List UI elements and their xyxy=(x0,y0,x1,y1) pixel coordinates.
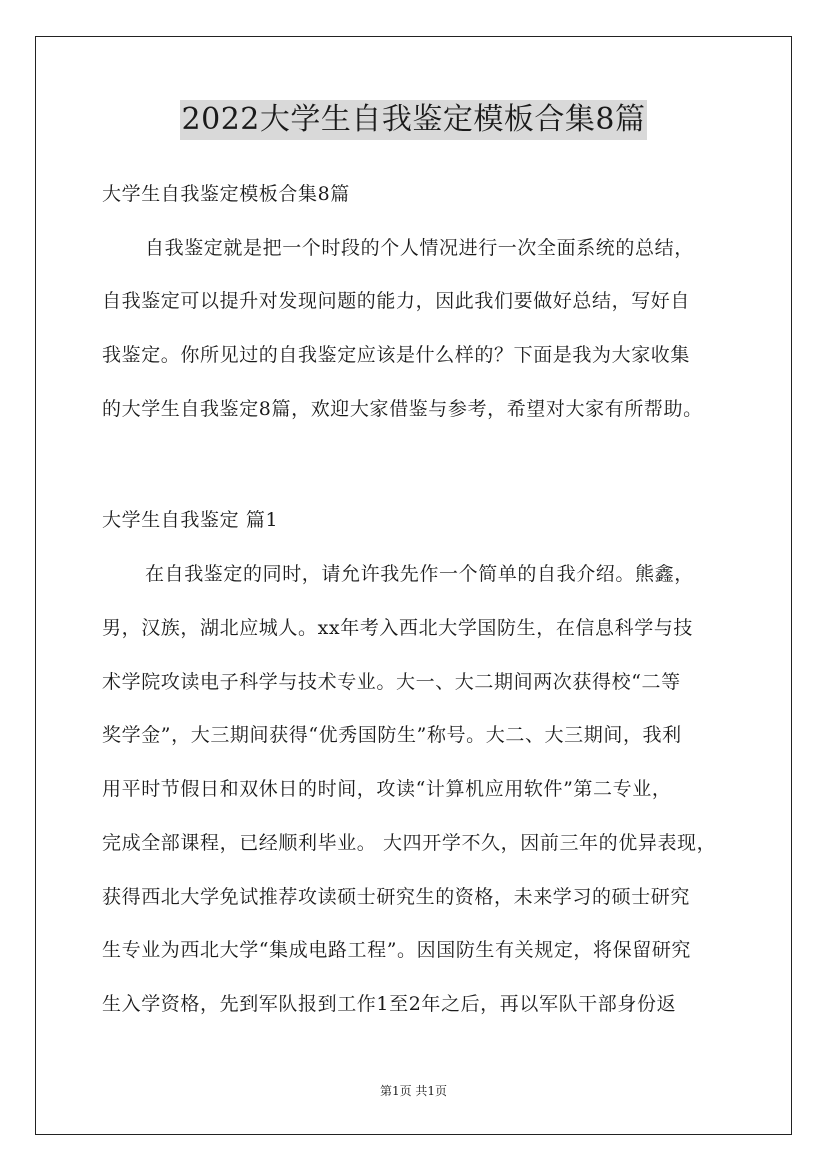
section-line: 男，汉族，湖北应城人。xx年考入西北大学国防生，在信息科学与技 xyxy=(102,617,694,639)
section-line: 用平时节假日和双休日的时间，攻读“计算机应用软件”第二专业， xyxy=(102,778,672,800)
section-line: 在自我鉴定的同时，请允许我先作一个简单的自我介绍。熊鑫， xyxy=(145,563,694,585)
section-heading: 大学生自我鉴定 篇1 xyxy=(102,509,279,531)
section-line: 完成全部课程，已经顺利毕业。 大四开学不久，因前三年的优异表现， xyxy=(102,832,717,854)
intro-line: 自我鉴定可以提升对发现问题的能力，因此我们要做好总结，写好自 xyxy=(102,290,691,312)
title-container xyxy=(0,100,827,140)
intro-line: 我鉴定。你所见过的自我鉴定应该是什么样的？下面是我为大家收集 xyxy=(102,344,691,366)
section-line: 生专业为西北大学“集成电路工程”。因国防生有关规定，将保留研究 xyxy=(102,939,692,961)
document-subtitle: 大学生自我鉴定模板合集8篇 xyxy=(102,183,350,205)
intro-line: 的大学生自我鉴定8篇，欢迎大家借鉴与参考，希望对大家有所帮助。 xyxy=(102,398,703,420)
section-line: 生入学资格，先到军队报到工作1至2年之后，再以军队干部身份返 xyxy=(102,993,677,1015)
section-line: 获得西北大学免试推荐攻读硕士研究生的资格，未来学习的硕士研究 xyxy=(102,886,691,908)
document-title: 2022大学生自我鉴定模板合集8篇 xyxy=(180,100,648,140)
intro-line: 自我鉴定就是把一个时段的个人情况进行一次全面系统的总结， xyxy=(145,237,694,259)
section-line: 奖学金”，大三期间获得“优秀国防生”称号。大二、大三期间，我利 xyxy=(102,724,682,746)
page-footer: 第1页 共1页 xyxy=(379,1084,448,1098)
section-line: 术学院攻读电子科学与技术专业。大一、大二期间两次获得校“二等 xyxy=(102,671,681,693)
